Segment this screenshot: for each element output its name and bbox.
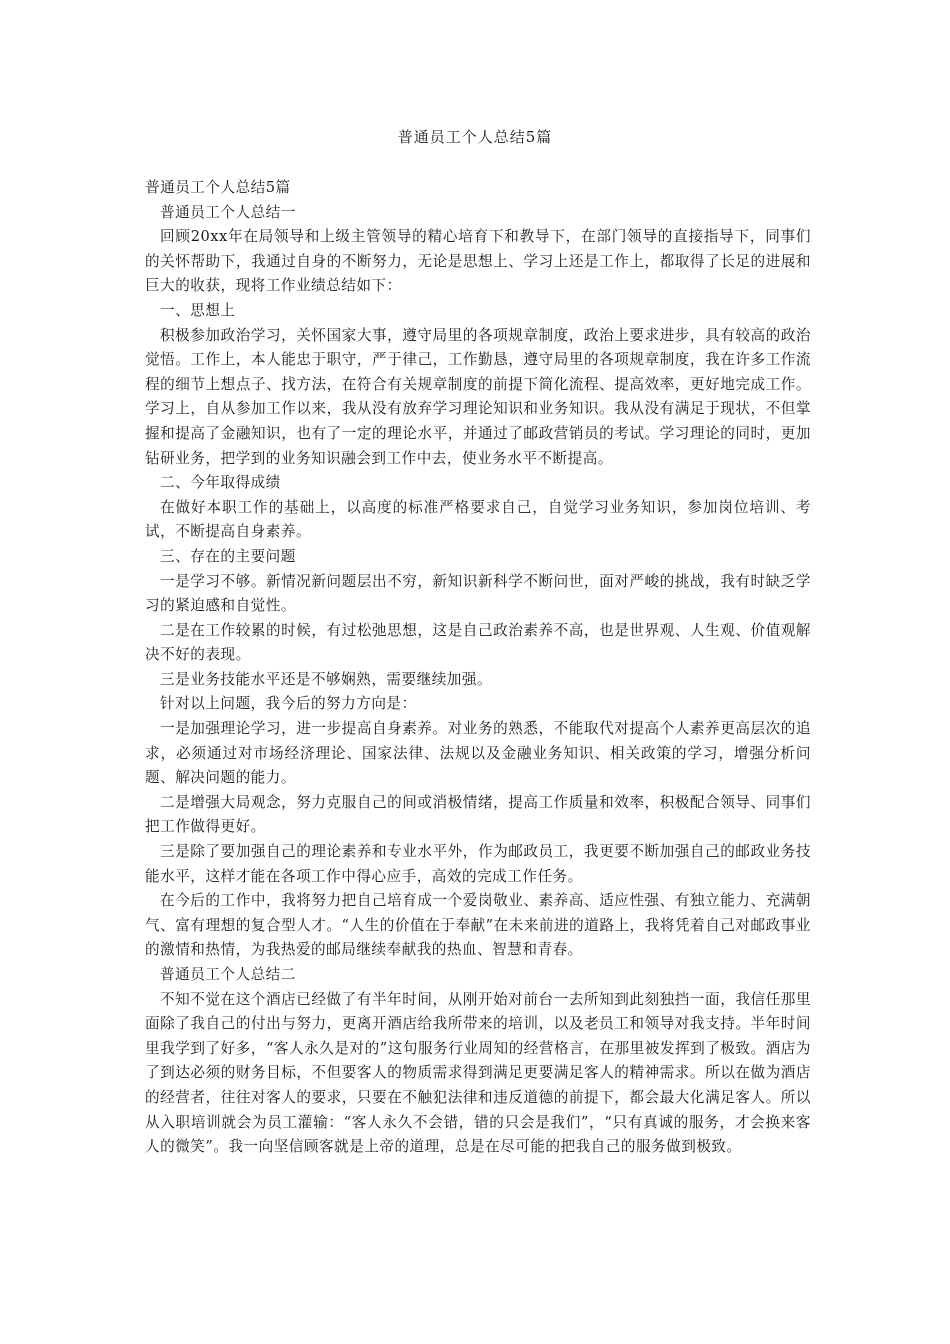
document-title: 普通员工个人总结5篇 (397, 128, 553, 146)
subheading: 三、存在的主要问题 (160, 547, 296, 565)
paragraph: 二是增强大局观念，努力克服自己的间或消极情绪，提高工作质量和效率，积极配合领导、同事们把工作做得更好。 (145, 793, 811, 836)
section-heading-2: 普通员工个人总结二 (160, 966, 296, 983)
paragraph: 在今后的工作中，我将努力把自己培育成一个爱岗敬业、素养高、适应性强、有独立能力、充满朝气、富有理想的复合型人才。“人生的价值在于奉献”在未来前进的道路上，我将凭着自己对邮政事业的激情和热情，为我热爱的邮局继续奉献我的热血、智慧和青春。 (145, 892, 811, 959)
paragraph: 三是业务技能水平还是不够娴熟，需要继续加强。 (160, 670, 493, 688)
paragraph: 一是加强理论学习，进一步提高自身素养。对业务的熟悉，不能取代对提高个人素养更高层次的追求，必须通过对市场经济理论、国家法律、法规以及金融业务知识、相关政策的学习，增强分析问题、解决问题的能力。 (145, 720, 811, 787)
paragraph: 一是学习不够。新情况新问题层出不穷，新知识新科学不断问世，面对严峻的挑战，我有时缺乏学习的紧迫感和自觉性。 (145, 572, 811, 615)
paragraph: 三是除了要加强自己的理论素养和专业水平外，作为邮政员工，我更要不断加强自己的邮政业务技能水平，这样才能在各项工作中得心应手，高效的完成工作任务。 (145, 843, 811, 885)
paragraph: 二是在工作较累的时候，有过松弛思想，这是自己政治素养不高，也是世界观、人生观、价值观解决不好的表现。 (145, 621, 811, 664)
paragraph: 针对以上问题，我今后的努力方向是： (160, 695, 417, 713)
subheading: 二、今年取得成绩 (160, 474, 281, 492)
document-body (145, 176, 811, 1160)
section-heading-1: 普通员工个人总结一 (160, 203, 296, 221)
paragraph: 积极参加政治学习，关怀国家大事，遵守局里的各项规章制度，政治上要求进步，具有较高的政治觉悟。工作上，本人能忠于职守，严于律己，工作勤恳，遵守局里的各项规章制度，我在许多工作流程的细节上想点子、找方法，在符合有关规章制度的前提下简化流程、提高效率，更好地完成工作。学习上，自从参加工作以来，我从没有放弃学习理论知识和业务知识。我从没有满足于现状，不但掌握和提高了金融知识，也有了一定的理论水平，并通过了邮政营销员的考试。学习理论的同时，更加钻研业务，把学到的业务知识融会到工作中去，使业务水平不断提高。 (145, 326, 811, 467)
subheading: 一、思想上 (160, 301, 236, 319)
paragraph: 不知不觉在这个酒店已经做了有半年时间，从刚开始对前台一去所知到此刻独挡一面，我信任那里面除了我自己的付出与努力，更离开酒店给我所带来的培训，以及老员工和领导对我支持。半年时间里我学到了好多，“客人永久是对的”这句服务行业周知的经营格言，在那里被发挥到了极致。酒店为了到达必须的财务目标，不但要客人的物质需求得到满足更要满足客人的精神需求。所以在做为酒店的经营者，往往对客人的要求，只要在不触犯法律和违反道德的前提下，都会最大化满足客人。所以从入职培训就会为员工灌输：“客人永久不会错，错的只会是我们”，“只有真诚的服务，才会换来客人的微笑”。我一向坚信顾客就是上帝的道理，总是在尽可能的把我自己的服务做到极致。 (145, 990, 811, 1156)
paragraph: 回顾20xx年在局领导和上级主管领导的精心培育下和教导下，在部门领导的直接指导下，同事们的关怀帮助下，我通过自身的不断努力，无论是思想上、学习上还是工作上，都取得了长足的进展和巨大的收获，现将工作业绩总结如下： (145, 228, 811, 295)
body-heading: 普通员工个人总结5篇 (145, 179, 291, 196)
paragraph: 在做好本职工作的基础上，以高度的标准严格要求自己，自觉学习业务知识，参加岗位培训、考试，不断提高自身素养。 (145, 498, 811, 541)
